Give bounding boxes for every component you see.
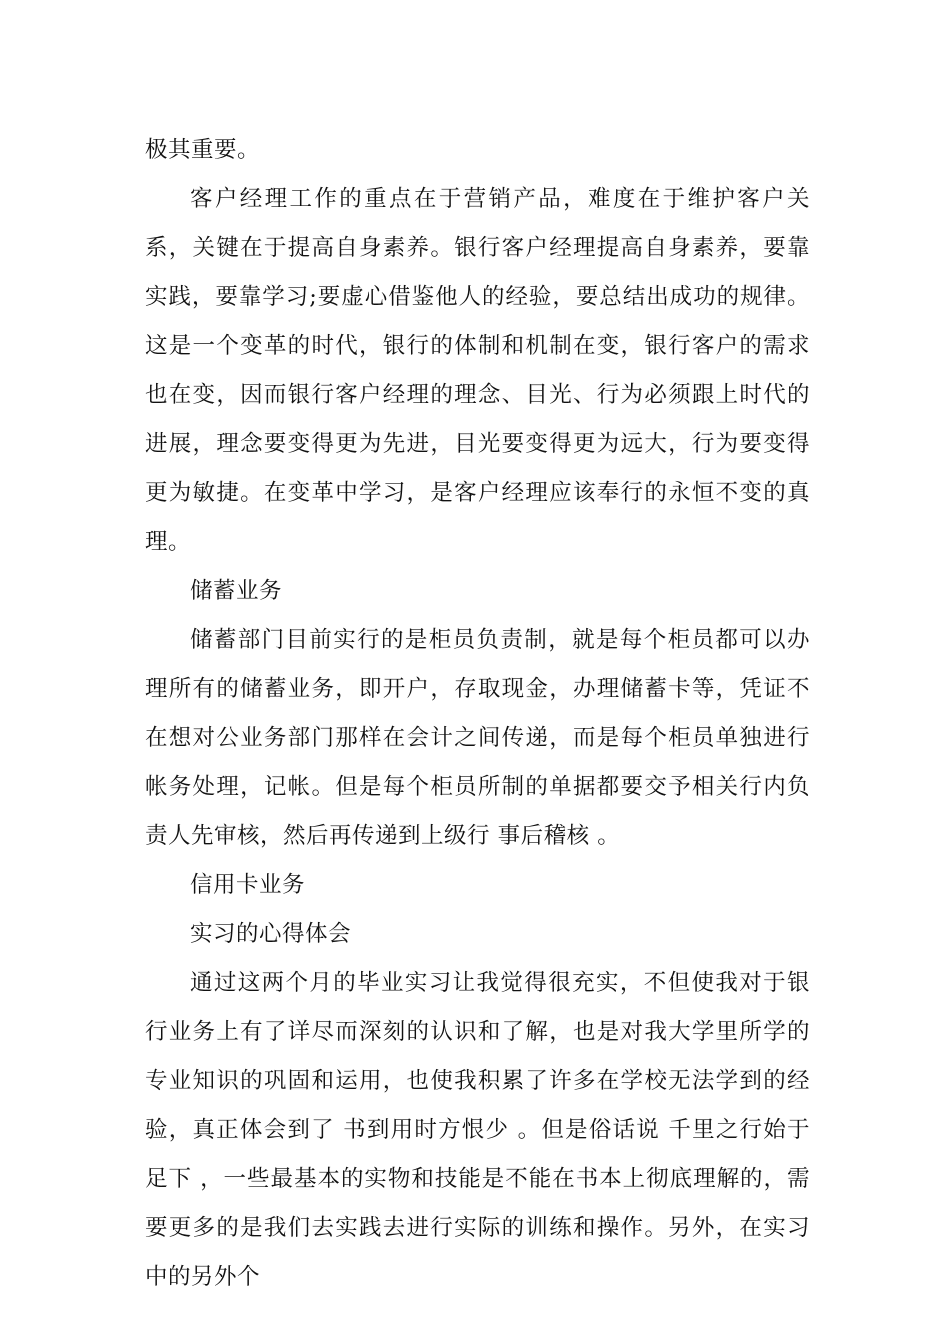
paragraph-savings: 储蓄部门目前实行的是柜员负责制，就是每个柜员都可以办理所有的储蓄业务，即开户，存取现金，办理储蓄卡等，凭证不在想对公业务部门那样在会计之间传递，而是每个柜员单独进行帐务处理，记帐。但是每个柜员所制的单据都要交予相关行内负责人先审核，然后再传递到上级行 事后稽核 。 <box>145 627 810 849</box>
paragraph-continuation: 极其重要。 <box>145 137 261 163</box>
section-heading-reflections: 实习的心得体会 <box>190 921 352 947</box>
section-heading-credit-card: 信用卡业务 <box>190 872 306 898</box>
section-heading-savings: 储蓄业务 <box>190 578 283 604</box>
paragraph-reflections: 通过这两个月的毕业实习让我觉得很充实，不但使我对于银行业务上有了详尽而深刻的认识和了解，也是对我大学里所学的专业知识的巩固和运用，也使我积累了许多在学校无法学到的经验，真正体会到了 书到用时方恨少 。但是俗话说 千里之行始于足下 ，一些最基本的实物和技能是不能在书本上彻底理解的，需要更多的是我们去实践去进行实际的训练和操作。另外，在实习中的另外个 <box>145 970 810 1290</box>
paragraph-client-manager: 客户经理工作的重点在于营销产品，难度在于维护客户关系，关键在于提高自身素养。银行客户经理提高自身素养，要靠实践，要靠学习;要虚心借鉴他人的经验，要总结出成功的规律。这是一个变革的时代，银行的体制和机制在变，银行客户的需求也在变，因而银行客户经理的理念、目光、行为必须跟上时代的进展，理念要变得更为先进，目光要变得更为远大，行为要变得更为敏捷。在变革中学习，是客户经理应该奉行的永恒不变的真理。 <box>145 186 810 555</box>
document-body <box>145 126 810 1302</box>
